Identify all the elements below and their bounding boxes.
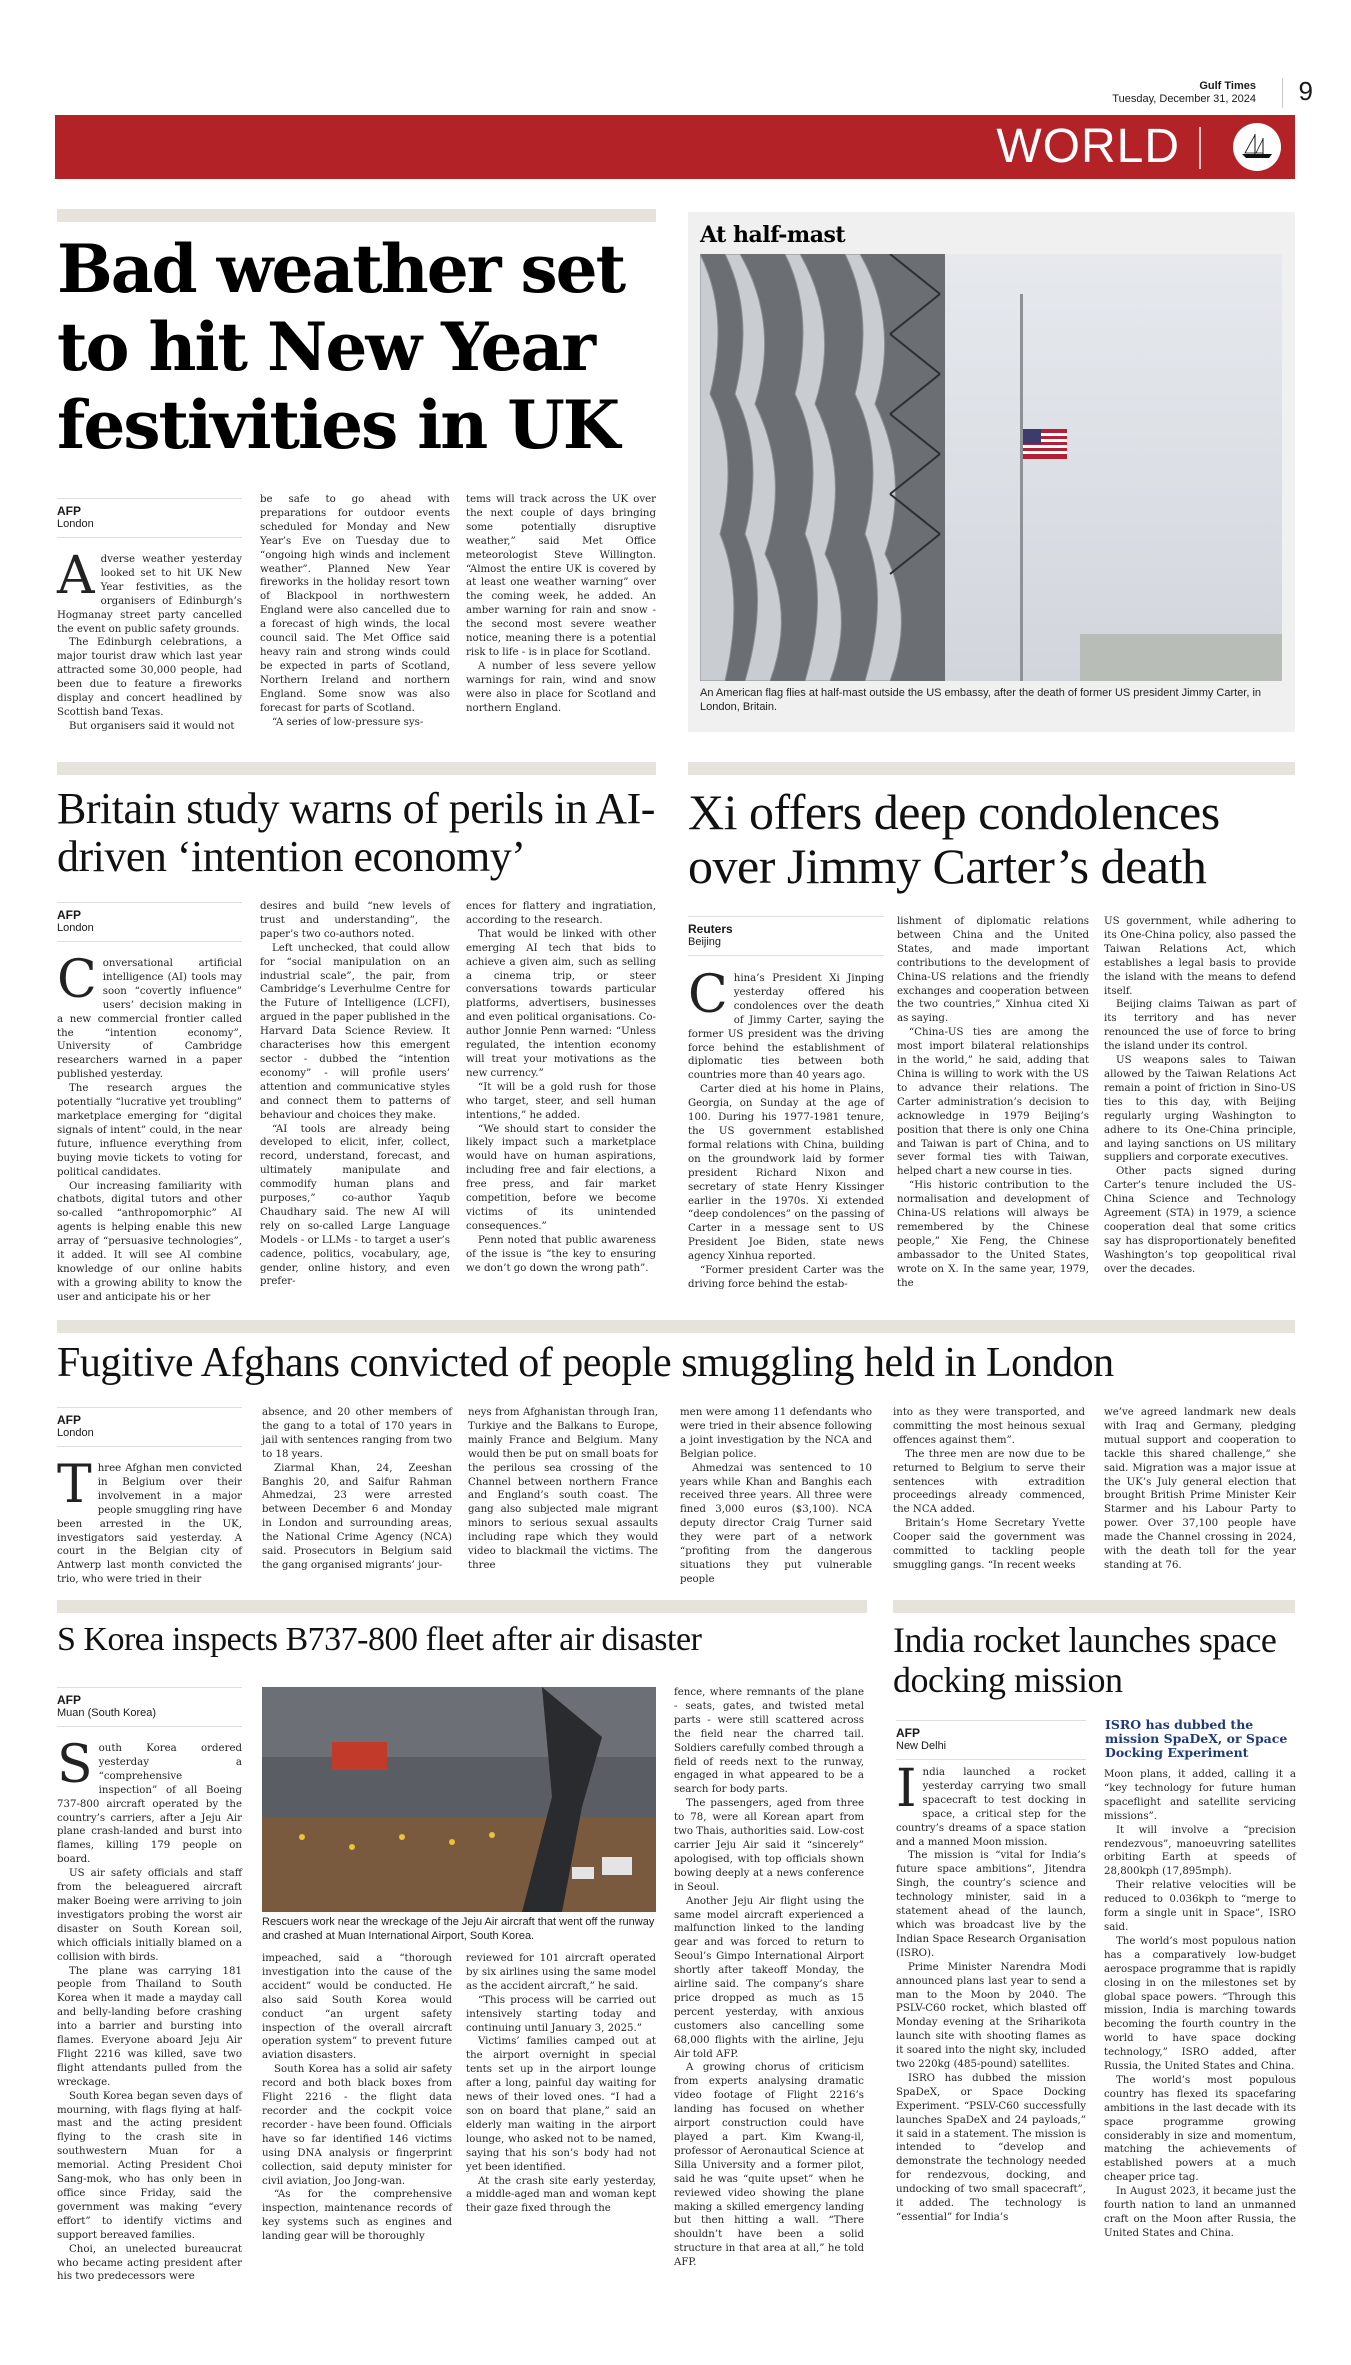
article-column: into as they were transported, and committing the most heinous sexual offences against them”. The three men are now due to be returned to Belgium to serve their sentences with extradition proceedings already commenced, the NCA added. Britain’s Home Secretary Yvette Cooper said the government was committed to tackling people smuggling gangs. “In recent weeks — [893, 1407, 1085, 1571]
article-column: reviewed for 101 aircraft operated by six airlines using the same model as the accident aircraft,” he said. “This process will be carried out intensively starting today and continuing until January 3, 2025.” Victims’ families camped out at the airport overnight in special tents set up in the airport lounge after a long, painful day waiting for news of their loved ones. “I had a son on board that plane,” said an elderly man waiting in the airport lounge, who asked not to be named, saying that his son’s body had not yet been identified. At the crash site early yesterday, a middle-aged man and woman kept their gaze fixed through the — [466, 1953, 656, 2215]
section-band — [57, 209, 656, 222]
byline — [688, 916, 884, 956]
article-column: ences for flattery and ingratiation, according to the research. That would be linked with other emerging AI tech that bids to achieve a given aim, such as selling a cinema trip, or steer conversations towards particular platforms, advertisers, businesses and even political organisations. Co-author Jonnie Penn warned: “Unless regulated, the intention economy will treat your motivations as the new currency.” “It will be a gold rush for those who target, steer, and sell human intentions,” he added. “We should start to consider the likely impact such a marketplace would have on human aspirations, including free and fair elections, a free press, and fair market competition, before we become victims of its unintended consequences.” Penn noted that public awareness of the issue is “the key to ensuring we don’t go down the wrong path”. — [466, 901, 656, 1274]
article-column: India launched a rocket yesterday carrying two small spacecraft to test docking in space, a critical step for the country’s dreams of a space station and a manned Moon mission. The mission is “vital for India’s future space ambitions”, Jitendra Singh, the country’s science and technology minister, said in a statement ahead of the launch, which was broadcast live by the Indian Space Research Organisation (ISRO). Prime Minister Narendra Modi announced plans last year to send a man to the Moon by 2040. The PSLV-C60 rocket, which blasted off Monday evening at the Sriharikota launch site with shooting flames as it soared into the night sky, included two 220kg (485-pound) satellites. ISRO has dubbed the mission SpaDeX, or Space Docking Experiment. “PSLV-C60 successfully launches SpaDeX and 24 payloads,” it said in a statement. The mission is intended to “develop and demonstrate the technology needed for rendezvous, docking, and undocking of two small spacecraft”, it added. The technology is “essential” for India’s — [896, 1759, 1086, 2223]
byline-place: Muan (South Korea) — [57, 1707, 157, 1719]
article-headline: India rocket launches space docking mission — [893, 1620, 1277, 1700]
masthead-divider — [1282, 78, 1283, 108]
article-column: US government, while adhering to its One-China policy, also passed the Taiwan Relations Act, which establishes a legal basis to provide the island with the means to defend itself. Beijing claims Taiwan as part of its territory and has never renounced the use of force to bring the island under its control. US weapons sales to Taiwan allowed by the Taiwan Relations Act remain a point of friction in Sino-US ties to this day, with Beijing regularly urging Washington to adhere to its One-China principle, and laying sanctions on US military suppliers and corporate executives. Other pacts signed during Carter’s tenure included the US-China Science and Technology Agreement (STA) in 1979, a science cooperation deal that some critics say has disproportionately benefited Washington’s top geopolitical rival over the decades. — [1104, 916, 1296, 1275]
embassy-flag-photo — [700, 254, 1282, 681]
byline-place: New Delhi — [896, 1740, 947, 1752]
byline — [57, 902, 242, 942]
byline-place: London — [57, 922, 94, 934]
article-headline: S Korea inspects B737-800 fleet after air disaster — [57, 1621, 702, 1658]
dropcap: C — [688, 965, 728, 1025]
section-title: WORLD — [996, 120, 1180, 173]
article-column: South Korea ordered yesterday a “comprehensive inspection” of all Boeing 737-800 aircraft operated by the country’s carriers, after a Jeju Air plane crash-landed and burst into flames, killing 179 people on board. US air safety officials and staff from the beleaguered aircraft maker Boeing were arriving to join investigators probing the worst air disaster on South Korean soil, which officials initially blamed on a collision with birds. The plane was carrying 181 people from Thailand to South Korea when it made a mayday call and belly-landing before crashing into a barrier and bursting into flames. Everyone aboard Jeju Air Flight 2216 was killed, save two flight attendants pulled from the wreckage. South Korea began seven days of mourning, with flags flying at half-mast and the acting president flying to the crash site in southwestern Muan for a memorial. Acting President Choi Sang-mok, who has only been in office since Friday, said the government was making “every effort” to identify victims and support bereaved families. Choi, an unelected bureaucrat who became acting president after his two predecessors were — [57, 1735, 242, 2283]
section-band — [57, 1320, 1295, 1333]
section-band — [688, 762, 1295, 775]
lead-headline: Bad weather set to hit New Year festivities in UK — [57, 230, 625, 464]
issue-date: Tuesday, December 31, 2024 — [1112, 93, 1256, 105]
article-column: absence, and 20 other members of the gang to a total of 170 years in jail with sentences ranging from two to 18 years. Ziarmal Khan, 24, Zeeshan Banghis 20, and Saifur Rahman Ahmedzai, 23 were arrested between December 6 and Monday in London and surrounding areas, the National Crime Agency (NCA) said. Prosecutors in Belgium said the gang organised migrants’ jour- — [262, 1407, 452, 1571]
dropcap: A — [57, 546, 95, 606]
masthead-meta — [1112, 80, 1256, 106]
byline-agency: AFP — [57, 504, 81, 518]
section-band — [893, 1600, 1295, 1613]
crash-site-photo — [262, 1687, 656, 1912]
dropcap: S — [57, 1735, 93, 1795]
photo-kicker: At half-mast — [700, 222, 846, 248]
page-number: 9 — [1298, 76, 1313, 106]
article-column: neys from Afghanistan through Iran, Turkiye and the Balkans to Europe, mainly France and Belgium. Many would then be put on small boats for the perilous sea crossing of the Channel between northern France and England’s south coast. The gang also subjected male migrant minors to serious sexual assaults including rape which they would video to blackmail the victims. The three — [468, 1407, 658, 1571]
article-column: Moon plans, it added, calling it a “key technology for future human spaceflight and satellite servicing missions”. It will involve a “precision rendezvous”, manoeuvring satellites orbiting Earth at speeds of 28,800kph (17,895mph). Their relative velocities will be reduced to 0.036kph to “merge to form a single unit in Space”, ISRO said. The world’s most populous nation has a comparatively low-budget aerospace programme that is rapidly closing in on the milestones set by global space powers. “Through this mission, India is marching towards becoming the fourth country in the world to have space docking technology,” ISRO added, after Russia, the United States and China. The world’s most populous country has flexed its spacefaring ambitions in the last decade with its space programme growing considerably in size and momentum, matching the achievements of established powers at a much cheaper price tag. In August 2023, it became just the fourth nation to land an unmanned craft on the Moon after Russia, the United States and China. — [1104, 1769, 1296, 2239]
section-banner — [55, 115, 1295, 179]
section-band — [57, 1600, 867, 1613]
byline-place: London — [57, 1427, 94, 1439]
byline-agency: AFP — [57, 1693, 81, 1707]
byline-place: London — [57, 518, 94, 530]
dropcap: T — [57, 1455, 92, 1515]
photo-feature — [688, 212, 1295, 732]
byline — [57, 1687, 242, 1727]
article-column: desires and build “new levels of trust and understanding”, the paper’s two co-authors noted. Left unchecked, that could allow for “social manipulation on an industrial scale”, the pair, from Cambridge’s Leverhulme Centre for the Future of Intelligence (LCFI), argued in the paper published in the Harvard Data Science Review. It characterises how this emergent sector - dubbed the “intention economy” - will profile users’ attention and communicative styles and connect them to patterns of behaviour and choices they make. “AI tools are already being developed to elicit, infer, collect, record, understand, forecast, and ultimately manipulate and commodify human plans and purposes,” co-author Yaqub Chaudhary said. The new AI will rely on so-called Large Language Models - or LLMs - to target a user’s cadence, politics, vocabulary, age, gender, online history, and even prefer- — [260, 901, 450, 1288]
byline — [57, 498, 242, 538]
article-column: lishment of diplomatic relations between China and the United States, and made important contributions to the development of China-US relations and the friendly exchanges and cooperation between the two countries,” Xinhua cited Xi as saying. “China-US ties are among the most import bilateral relationships in the world,” he said, adding that China is willing to work with the US to advance their relations. The Carter administration’s decision to acknowledge in 1979 Beijing’s position that there is only one China and Taiwan is part of China, and to sever formal ties with Taiwan, helped chart a new course in ties. “His historic contribution to the normalisation and development of China-US relations will always be remembered by the Chinese people,” Xie Feng, the Chinese ambassador to the United States, wrote on X. In the same year, 1979, the — [897, 916, 1089, 1289]
article-headline: Britain study warns of perils in AI-driven ‘intention economy’ — [57, 784, 655, 881]
byline — [57, 1407, 242, 1447]
article-column: impeached, said a “thorough investigation into the cause of the accident” would be conducted. He also said South Korea would conduct “an urgent safety inspection of the overall aircraft operation system” to prevent future aviation disasters. South Korea has a solid air safety record and both black boxes from Flight 2216 - the flight data recorder and the cockpit voice recorder - have been found. Officials have so far identified 146 victims using DNA analysis or fingerprint collection, said deputy minister for civil aviation, Joo Jong-wan. “As for the comprehensive inspection, maintenance records of key systems such as engines and landing gear will be thoroughly — [262, 1953, 452, 2243]
byline-place: Beijing — [688, 936, 722, 948]
article-column: tems will track across the UK over the next couple of days bringing some potentially disruptive weather,” said Met Office meteorologist Steve Willington. “Almost the entire UK is covered by at least one weather warning” over the coming week, he added. An amber warning for rain and snow - the second most severe weather notice, meaning there is a potential risk to life - is in place for Scotland. A number of less severe yellow warnings for rain, wind and snow were also in place for Scotland and northern England. — [466, 494, 656, 714]
dhow-boat-icon — [1233, 123, 1281, 171]
article-headline: Fugitive Afghans convicted of people smuggling held in London — [57, 1340, 1114, 1386]
article-column: Three Afghan men convicted in Belgium over their involvement in a major people smuggling ring have been arrested in the UK, investigators said yesterday. A court in the Belgian city of Antwerp last month convicted the trio, who were tried in their — [57, 1455, 242, 1586]
photo-caption: Rescuers work near the wreckage of the Jeju Air aircraft that went off the runway and crashed at Muan International Airport, South Korea. — [262, 1916, 655, 1942]
article-column: Conversational artificial intelligence (AI) tools may soon “covertly influence” users’ decision making in a new commercial frontier called the “intention economy”, University of Cambridge researchers warned in a paper published yesterday. The research argues the potentially “lucrative yet troubling” marketplace emerging for “digital signals of intent” could, in the near future, influence everything from buying movie tickets to voting for political candidates. Our increasing familiarity with chatbots, digital tutors and other so-called “anthropomorphic” AI agents is helping enable this new array of “persuasive technologies”, it added. It will see AI combine knowledge of our online habits with a growing ability to know the user and anticipate his or her — [57, 950, 242, 1303]
dropcap: I — [896, 1759, 917, 1819]
article-column: China’s President Xi Jinping yesterday offered his condolences over the death of Jimmy Carter, saying the former US president was the driving force behind the establishment of diplomatic ties between both countries more than 40 years ago. Carter died at his home in Plains, Georgia, on Sunday at the age of 100. During his 1977-1981 tenure, the US government established formal relations with China, building on the groundwork laid by former president Richard Nixon and secretary of state Henry Kissinger earlier in the 1970s. Xi extended “deep condolences” on the passing of Carter in a message sent to US President Joe Biden, state news agency Xinhua reported. “Former president Carter was the driving force behind the estab- — [688, 965, 884, 1290]
byline-agency: AFP — [896, 1726, 920, 1740]
section-band — [57, 762, 656, 775]
article-column: be safe to go ahead with preparations for outdoor events scheduled for Monday and New Year’s Eve on Tuesday due to “ongoing high winds and inclement weather”. Planned New Year fireworks in the holiday resort town of Blackpool in northwestern England were also cancelled due to a forecast of high winds, the local council said. The Met Office said heavy rain and strong winds could be expected in parts of Scotland, Northern Ireland and northern England. Some snow was also forecast for parts of Scotland. “A series of low-pressure sys- — [260, 494, 450, 728]
byline — [896, 1720, 1086, 1760]
byline-agency: AFP — [57, 1413, 81, 1427]
article-column: we’ve agreed landmark new deals with Iraq and Germany, pledging mutual support and cooperation to tackle this shared challenge,” she said. Migration was a major issue at the UK’s July general election that brought British Prime Minister Keir Starmer and his Labour Party to power. Over 37,100 people have made the Channel crossing in 2024, with the death toll for the year standing at 76. — [1104, 1407, 1296, 1571]
paper-name: Gulf Times — [1199, 80, 1256, 92]
byline-agency: Reuters — [688, 922, 733, 936]
section-divider — [1199, 127, 1201, 169]
photo-caption: An American flag flies at half-mast outside the US embassy, after the death of former US president Jimmy Carter, in London, Britain. — [700, 687, 1262, 713]
article-column: men were among 11 defendants who were tried in their absence following a joint investigation by the NCA and Belgian police. Ahmedzai was sentenced to 10 years while Khan and Banghis each received three years. All three were fined 3,000 euros ($3,100). NCA deputy director Craig Turner said they were part of a network “profiting from the dangerous situations they put vulnerable people — [680, 1407, 872, 1585]
byline-agency: AFP — [57, 908, 81, 922]
article-column: Adverse weather yesterday looked set to hit UK New Year festivities, as the organisers of Edinburgh’s Hogmanay street party cancelled the event on public safety grounds. The Edinburgh celebrations, a major tourist draw which last year attracted some 30,000 people, had been due to feature a fireworks display and concert headlined by Scottish band Texas. But organisers said it would not — [57, 546, 242, 732]
dropcap: C — [57, 950, 97, 1010]
article-headline: Xi offers deep condolences over Jimmy Carter’s death — [688, 784, 1220, 894]
article-column: fence, where remnants of the plane - seats, gates, and twisted metal parts - were still scattered across the field near the charred tail. Soldiers carefully combed through a field of reeds next to the runway, engaged in what appeared to be a search for body parts. The passengers, aged from three to 78, were all Korean apart from two Thais, authorities said. Low-cost carrier Jeju Air said it “sincerely” apologised, with top officials shown bowing deeply at a news conference in Seoul. Another Jeju Air flight using the same model aircraft experienced a malfunction linked to the landing gear and was forced to return to Seoul’s Gimpo International Airport shortly after takeoff Monday, the airline said. The company’s share price dropped as much as 15 percent yesterday, with anxious customers also cancelling some 68,000 flights with the airline, Jeju Air told AFP. A growing chorus of criticism from experts analysing dramatic video footage of Flight 2216’s landing has focused on whether airport construction could have played a part. Kim Kwang-il, professor of Aeronautical Science at Silla University and a former pilot, said he was “quite upset” when he reviewed video showing the plane making a skilled emergency landing but then hitting a wall. “There shouldn’t have been a solid structure in that area at all,” he told AFP. — [674, 1687, 864, 2269]
pull-quote: ISRO has dubbed the mission SpaDeX, or Space Docking Experiment — [1105, 1717, 1288, 1760]
